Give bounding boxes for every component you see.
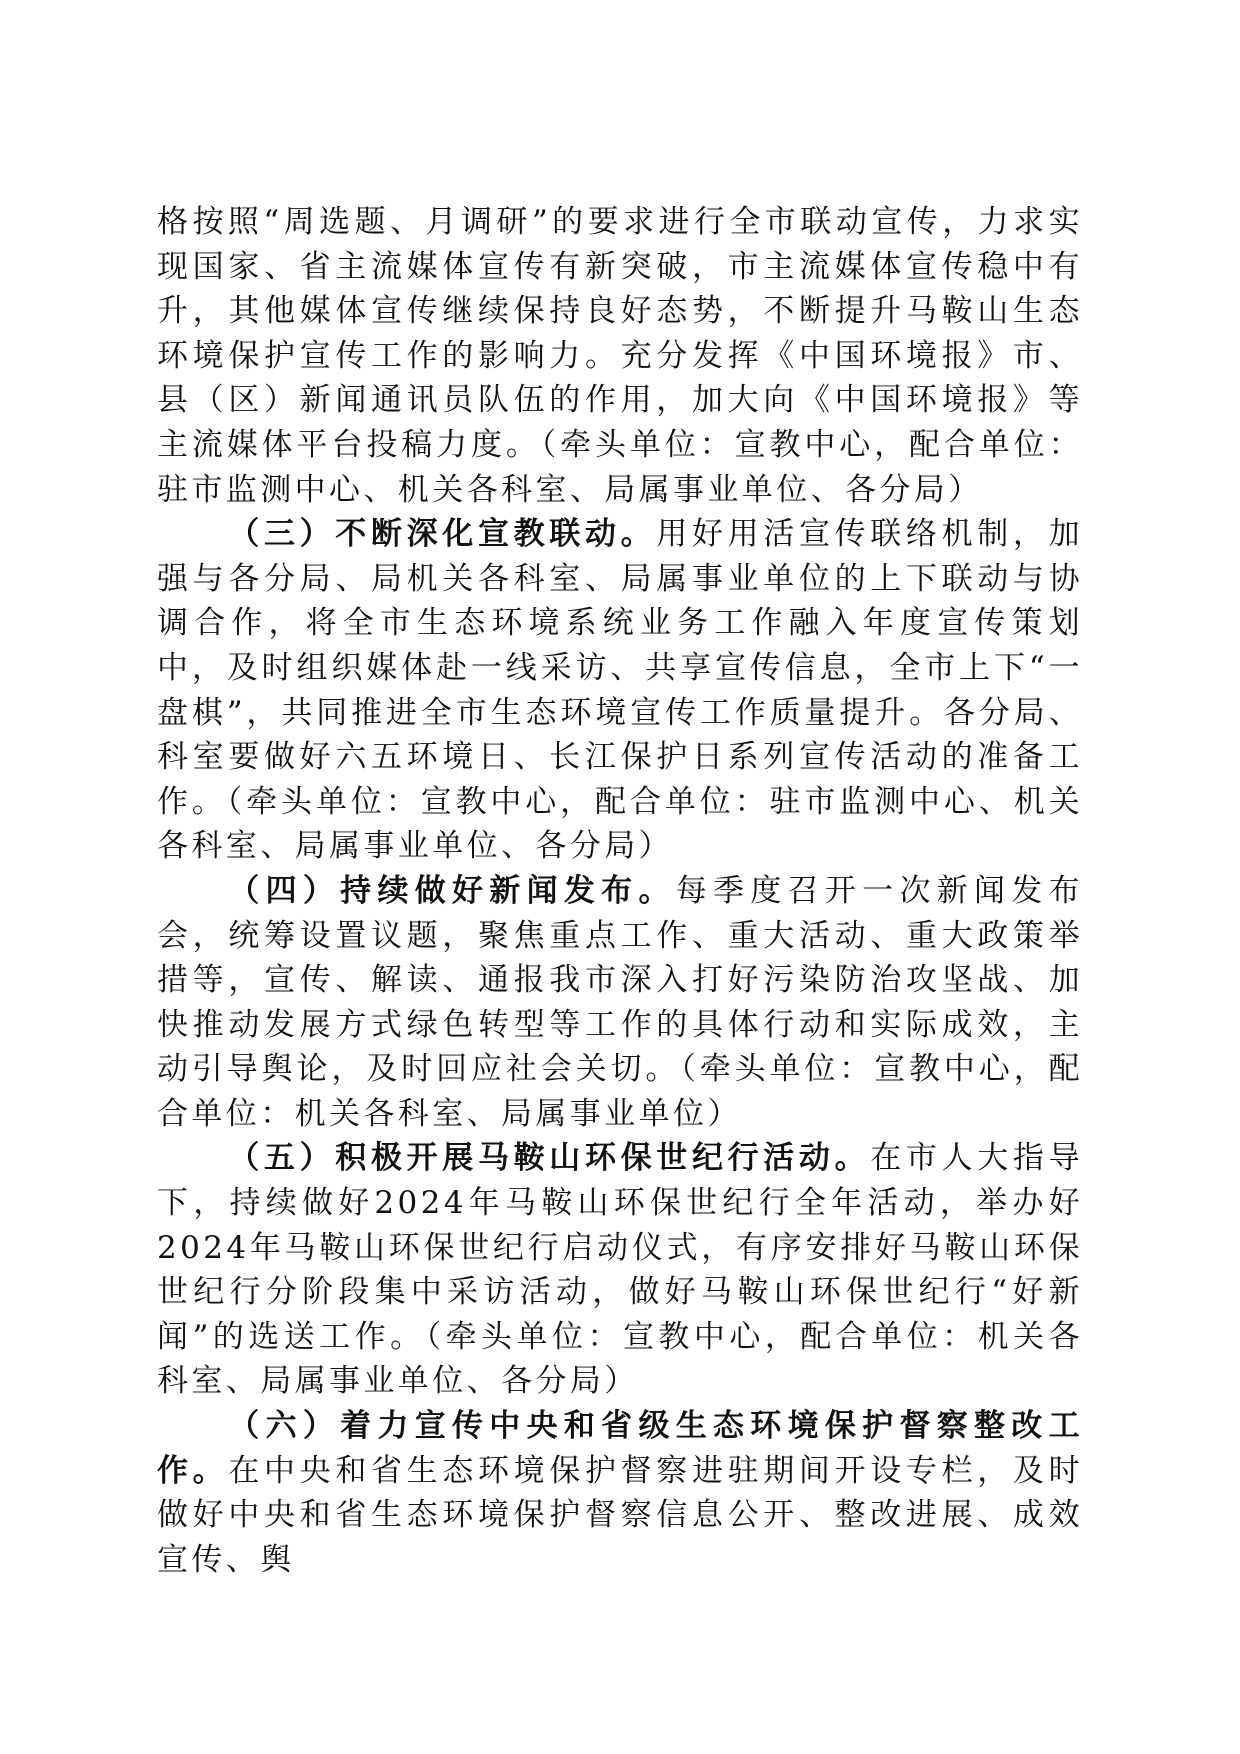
section-heading: （三）不断深化宣教联动。	[228, 516, 657, 553]
section-heading: （五）积极开展马鞍山环保世纪行活动。	[228, 1140, 871, 1177]
paragraph-body: 在中央和省生态环境保护督察进驻期间开设专栏，及时做好中央和省生态环境保护督察信息公开、整改进展、成效宣传、舆	[157, 1452, 1083, 1578]
section-heading: （四）持续做好新闻发布。	[228, 872, 676, 909]
paragraph-section-6	[157, 1404, 1083, 1582]
paragraph-section-4	[157, 869, 1083, 1137]
paragraph-section-5	[157, 1136, 1083, 1404]
document-page	[157, 200, 1083, 1582]
paragraph-continuation	[157, 200, 1083, 512]
paragraph-body: 在市人大指导下，持续做好2024年马鞍山环保世纪行全年活动，举办好2024年马鞍山环保世纪行启动仪式，有序安排好马鞍山环保世纪行分阶段集中采访活动，做好马鞍山环保世纪行“好新闻”的选送工作。（牵头单位：宣教中心，配合单位：机关各科室、局属事业单位、各分局）	[157, 1140, 1083, 1400]
section-heading: （六）着力宣传中央和省级生态环境保护督察整改工作。	[157, 1408, 1083, 1489]
paragraph-body: 格按照“周选题、月调研”的要求进行全市联动宣传，力求实现国家、省主流媒体宣传有新突破，市主流媒体宣传稳中有升，其他媒体宣传继续保持良好态势，不断提升马鞍山生态环境保护宣传工作的影响力。充分发挥《中国环境报》市、县（区）新闻通讯员队伍的作用，加大向《中国环境报》等主流媒体平台投稿力度。（牵头单位：宣教中心，配合单位：驻市监测中心、机关各科室、局属事业单位、各分局）	[157, 204, 1083, 508]
paragraph-section-3	[157, 512, 1083, 869]
paragraph-body: 每季度召开一次新闻发布会，统筹设置议题，聚焦重点工作、重大活动、重大政策举措等，宣传、解读、通报我市深入打好污染防治攻坚战、加快推动发展方式绿色转型等工作的具体行动和实际成效，主动引导舆论，及时回应社会关切。（牵头单位：宣教中心，配合单位：机关各科室、局属事业单位）	[157, 872, 1083, 1132]
paragraph-body: 用好用活宣传联络机制，加强与各分局、局机关各科室、局属事业单位的上下联动与协调合作，将全市生态环境系统业务工作融入年度宣传策划中，及时组织媒体赴一线采访、共享宣传信息，全市上下“一盘棋”，共同推进全市生态环境宣传工作质量提升。各分局、科室要做好六五环境日、长江保护日系列宣传活动的准备工作。（牵头单位：宣教中心，配合单位：驻市监测中心、机关各科室、局属事业单位、各分局）	[157, 516, 1083, 865]
